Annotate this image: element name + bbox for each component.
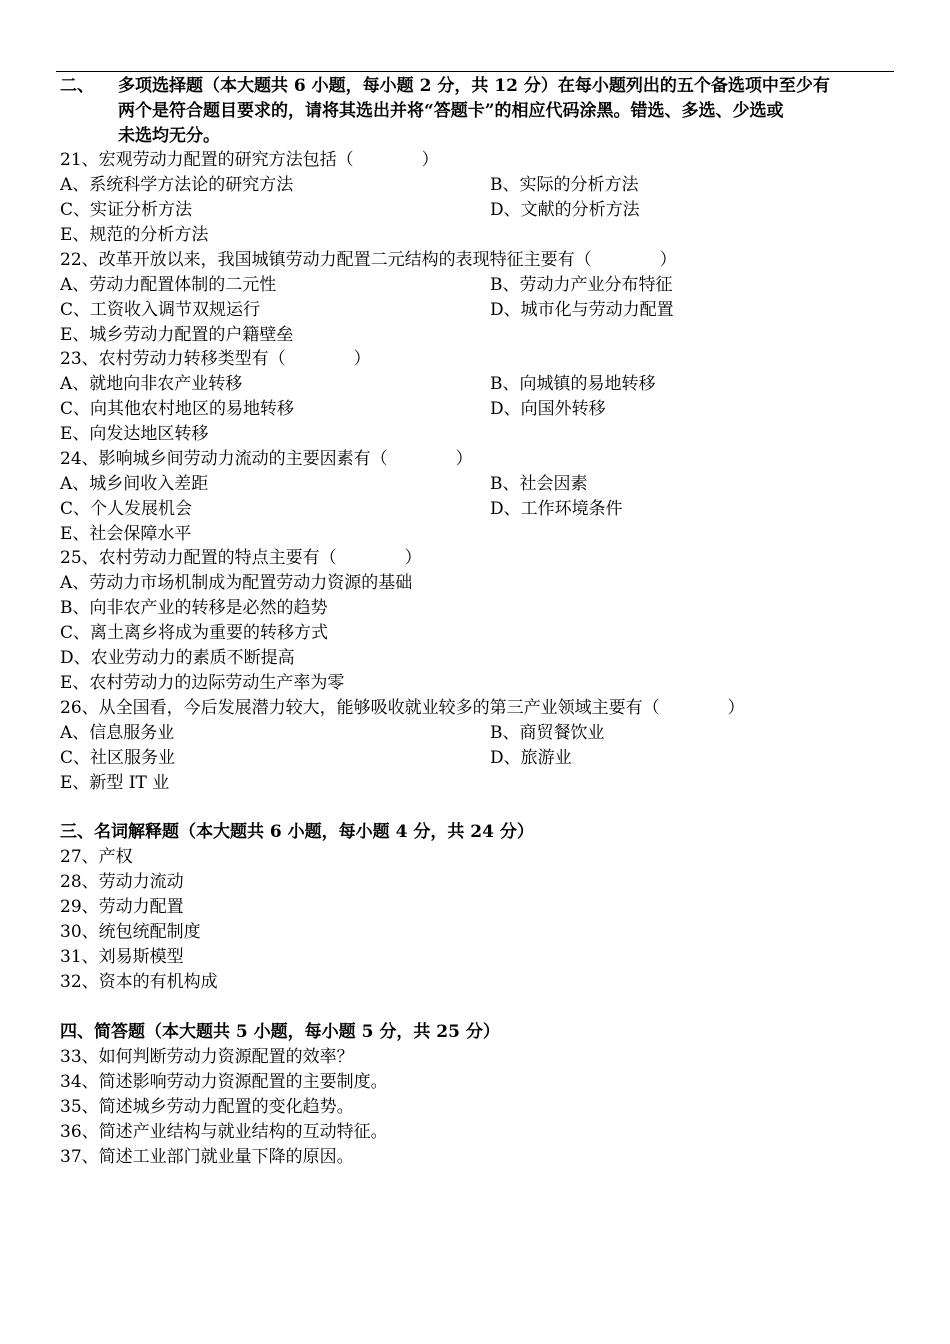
question-23-option-c: C、向其他农村地区的易地转移 bbox=[60, 399, 295, 419]
question-21-option-d: D、文献的分析方法 bbox=[490, 200, 640, 220]
section2-instructions-line-1: 多项选择题（本大题共 6 小题，每小题 2 分，共 12 分）在每小题列出的五个备选项中至少有 bbox=[118, 76, 830, 96]
question-25-option-b: B、向非农产业的转移是必然的趋势 bbox=[60, 598, 328, 618]
term-item: 27、产权 bbox=[60, 847, 133, 867]
question-26-option-d: D、旅游业 bbox=[490, 748, 572, 768]
question-26-option-e: E、新型 IT 业 bbox=[60, 773, 170, 793]
term-item: 30、统包统配制度 bbox=[60, 922, 201, 942]
question-24-option-b: B、社会因素 bbox=[490, 474, 588, 494]
question-26-option-b: B、商贸餐饮业 bbox=[490, 723, 605, 743]
question-23-stem: 23、农村劳动力转移类型有（ ） bbox=[60, 349, 371, 369]
question-24-option-a: A、城乡间收入差距 bbox=[60, 474, 209, 494]
question-22-option-a: A、劳动力配置体制的二元性 bbox=[60, 275, 277, 295]
question-25-option-c: C、离土离乡将成为重要的转移方式 bbox=[60, 623, 329, 643]
section4-title: 四、简答题（本大题共 5 小题，每小题 5 分，共 25 分） bbox=[60, 1022, 500, 1042]
top-rule bbox=[56, 71, 894, 72]
question-21-option-a: A、系统科学方法论的研究方法 bbox=[60, 175, 294, 195]
question-22-option-b: B、劳动力产业分布特征 bbox=[490, 275, 673, 295]
question-21-stem: 21、宏观劳动力配置的研究方法包括（ ） bbox=[60, 150, 439, 170]
short-answer-item: 37、简述工业部门就业量下降的原因。 bbox=[60, 1147, 354, 1167]
question-21-option-e: E、规范的分析方法 bbox=[60, 225, 209, 245]
section2-label: 二、 bbox=[60, 76, 94, 96]
question-25-option-e: E、农村劳动力的边际劳动生产率为零 bbox=[60, 673, 345, 693]
question-22-option-c: C、工资收入调节双规运行 bbox=[60, 300, 261, 320]
question-24-stem: 24、影响城乡间劳动力流动的主要因素有（ ） bbox=[60, 449, 473, 469]
section2-instructions-line-3: 未选均无分。 bbox=[118, 126, 220, 146]
term-item: 32、资本的有机构成 bbox=[60, 972, 218, 992]
question-25-stem: 25、农村劳动力配置的特点主要有（ ） bbox=[60, 548, 422, 568]
question-24-option-c: C、个人发展机会 bbox=[60, 499, 193, 519]
question-23-option-a: A、就地向非农产业转移 bbox=[60, 374, 243, 394]
short-answer-item: 36、简述产业结构与就业结构的互动特征。 bbox=[60, 1122, 388, 1142]
short-answer-item: 35、简述城乡劳动力配置的变化趋势。 bbox=[60, 1097, 354, 1117]
section2-instructions-line-2: 两个是符合题目要求的，请将其选出并将“答题卡”的相应代码涂黑。错选、多选、少选或 bbox=[118, 101, 784, 121]
section3-title: 三、名词解释题（本大题共 6 小题，每小题 4 分，共 24 分） bbox=[60, 822, 534, 842]
question-26-option-c: C、社区服务业 bbox=[60, 748, 176, 768]
term-item: 29、劳动力配置 bbox=[60, 897, 184, 917]
question-26-stem: 26、从全国看，今后发展潜力较大，能够吸收就业较多的第三产业领域主要有（ ） bbox=[60, 698, 745, 718]
question-21-option-c: C、实证分析方法 bbox=[60, 200, 193, 220]
question-23-option-b: B、向城镇的易地转移 bbox=[490, 374, 656, 394]
question-21-option-b: B、实际的分析方法 bbox=[490, 175, 639, 195]
term-item: 28、劳动力流动 bbox=[60, 872, 184, 892]
short-answer-item: 34、简述影响劳动力资源配置的主要制度。 bbox=[60, 1072, 388, 1092]
short-answer-item: 33、如何判断劳动力资源配置的效率？ bbox=[60, 1047, 354, 1067]
question-22-stem: 22、改革开放以来，我国城镇劳动力配置二元结构的表现特征主要有（ ） bbox=[60, 250, 677, 270]
question-22-option-d: D、城市化与劳动力配置 bbox=[490, 300, 674, 320]
question-24-option-d: D、工作环境条件 bbox=[490, 499, 623, 519]
question-24-option-e: E、社会保障水平 bbox=[60, 524, 192, 544]
question-25-option-d: D、农业劳动力的素质不断提高 bbox=[60, 648, 295, 668]
question-22-option-e: E、城乡劳动力配置的户籍壁垒 bbox=[60, 325, 294, 345]
question-23-option-e: E、向发达地区转移 bbox=[60, 424, 209, 444]
question-25-option-a: A、劳动力市场机制成为配置劳动力资源的基础 bbox=[60, 573, 413, 593]
term-item: 31、刘易斯模型 bbox=[60, 947, 184, 967]
question-26-option-a: A、信息服务业 bbox=[60, 723, 175, 743]
question-23-option-d: D、向国外转移 bbox=[490, 399, 606, 419]
